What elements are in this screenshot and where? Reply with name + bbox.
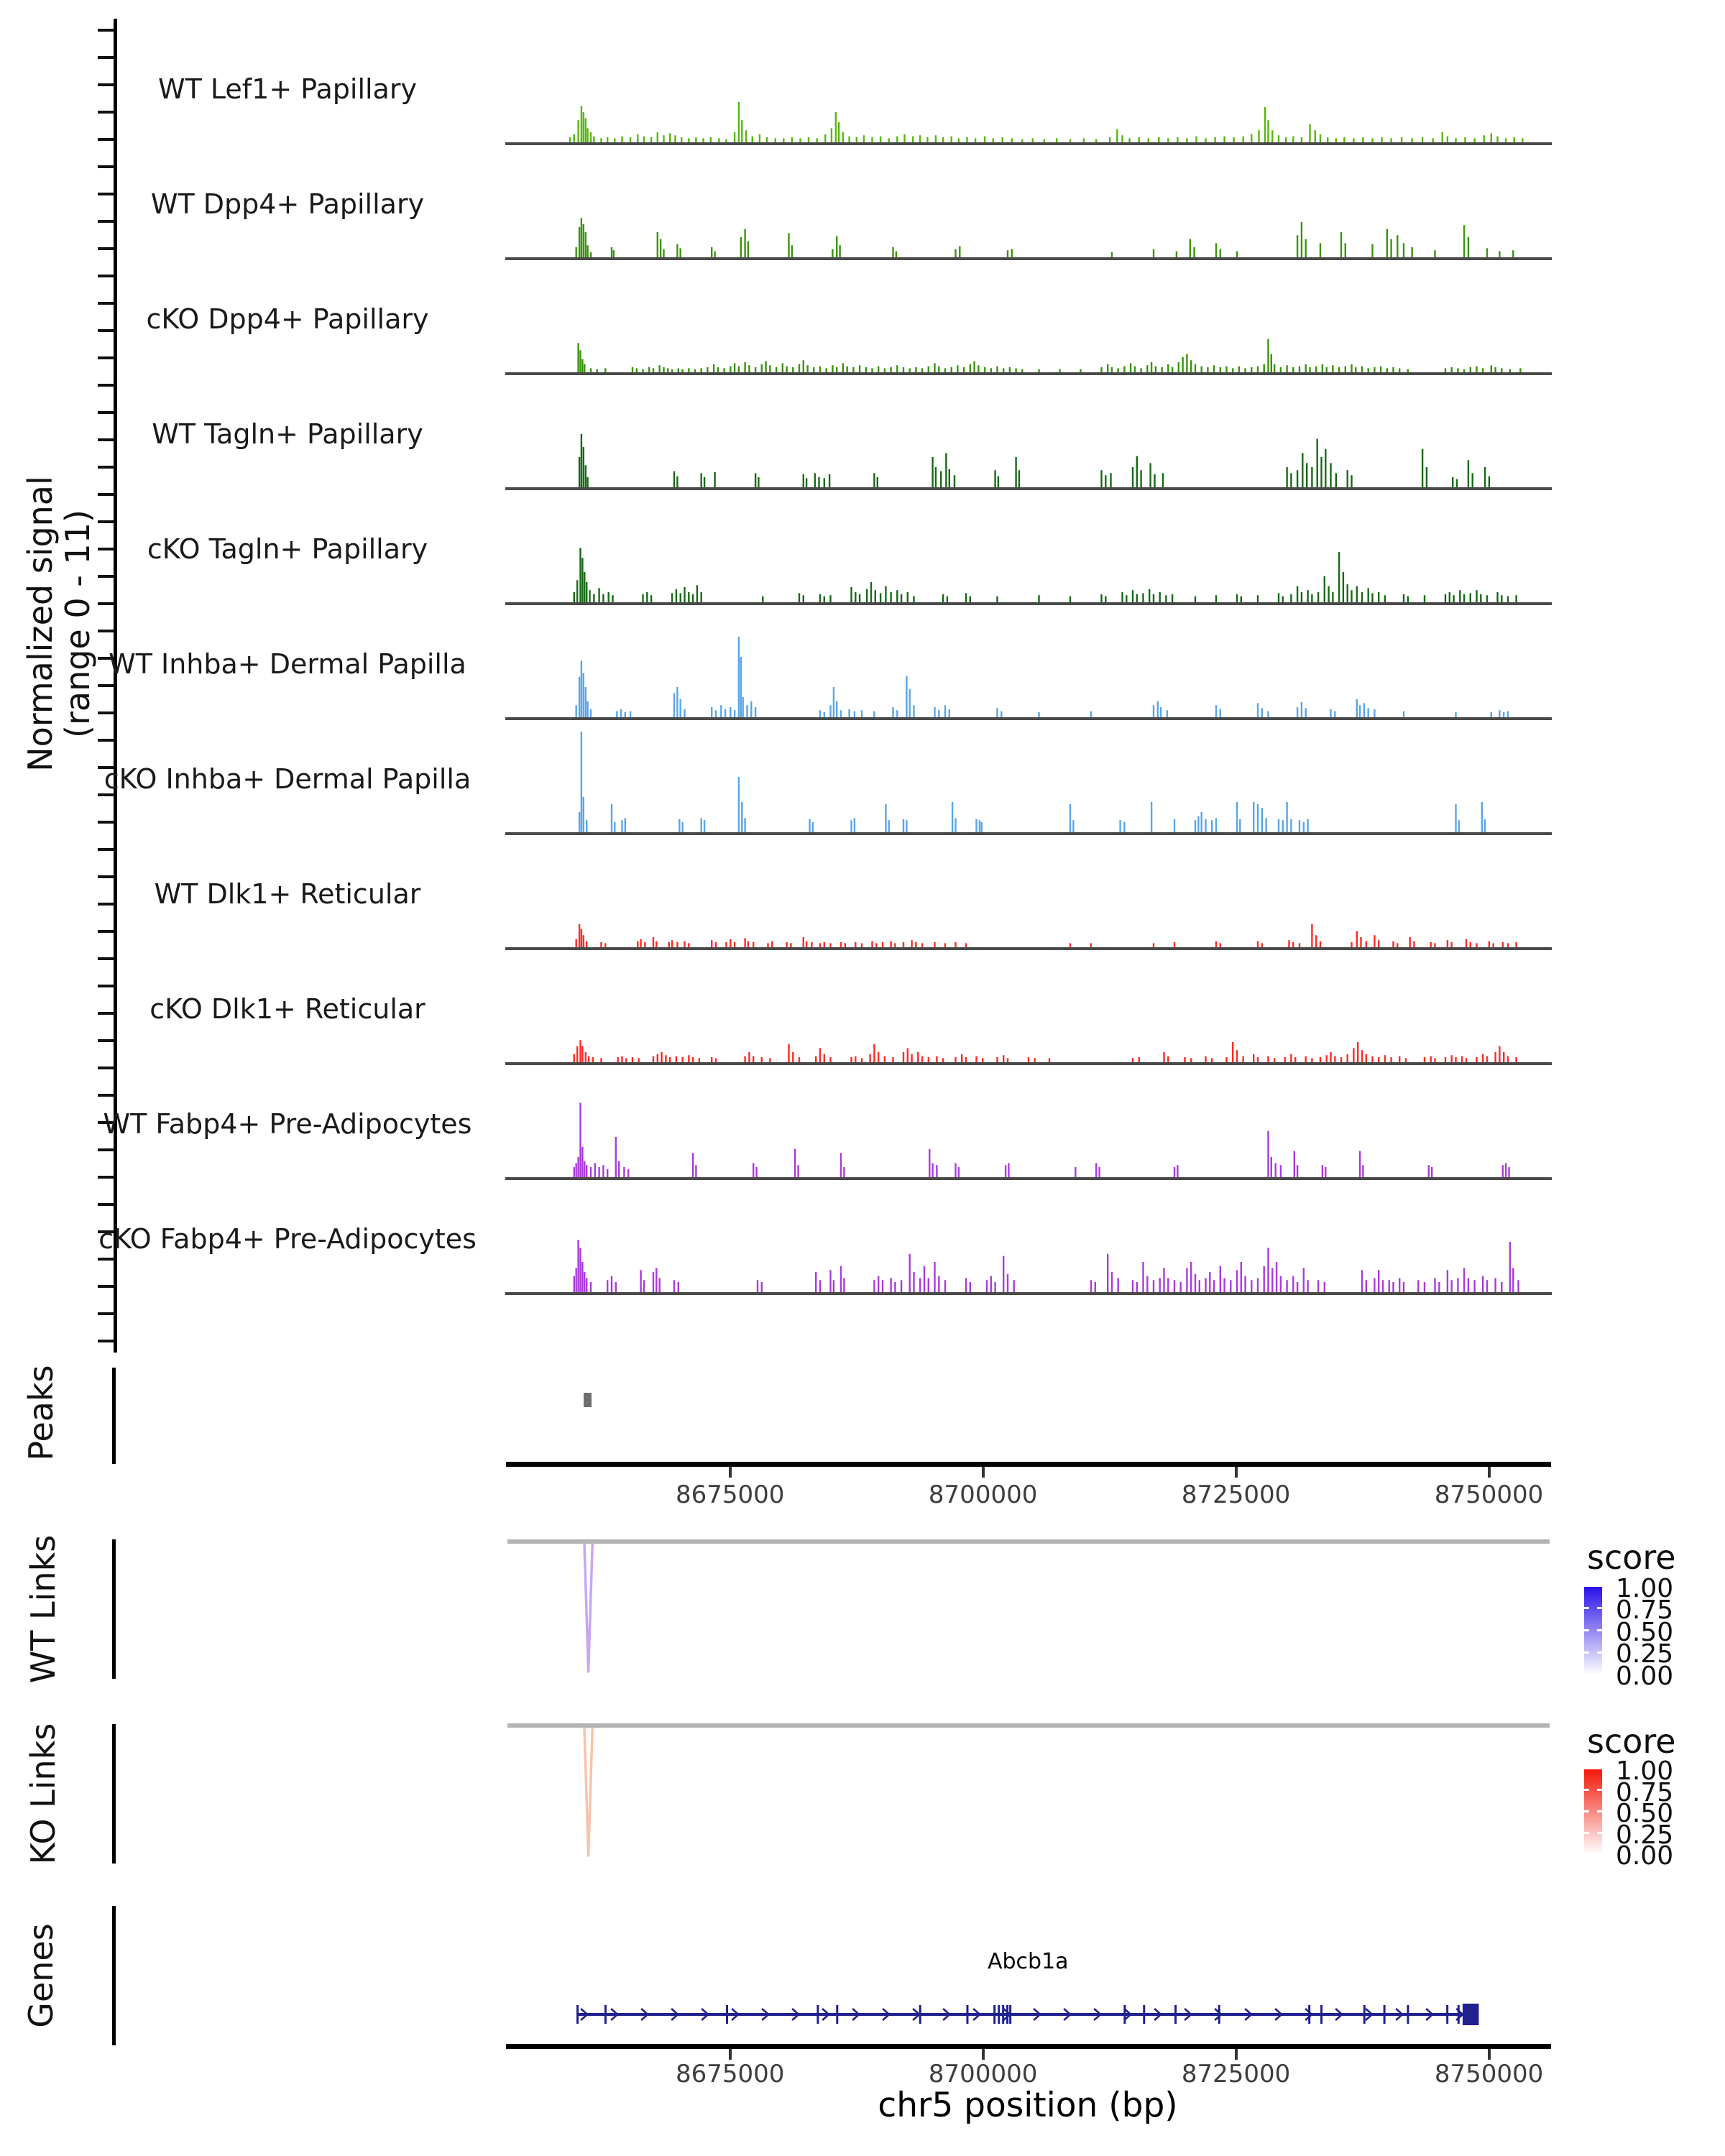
y-axis-tick	[98, 1258, 114, 1261]
wt-legend-value: 0.50	[1616, 1618, 1674, 1647]
y-axis-tick	[98, 985, 114, 987]
wt-legend-value: 0.25	[1616, 1639, 1674, 1669]
gene-name-label: Abcb1a	[987, 1949, 1069, 1974]
ko-legend-gradient-bar	[1584, 1769, 1602, 1854]
y-axis-tick	[98, 138, 114, 141]
track-label: WT Inhba+ Dermal Papilla	[109, 648, 466, 680]
y-axis-tick	[98, 848, 114, 851]
y-axis-tick	[98, 1067, 114, 1069]
genome-axis-tick-label: 8725000	[1181, 2060, 1291, 2088]
genes-bracket	[112, 1906, 116, 2045]
y-axis-tick	[98, 520, 114, 523]
peaks-bracket	[112, 1368, 116, 1464]
genome-axis-tick	[1488, 1467, 1491, 1478]
track-signal	[507, 42, 1550, 143]
genes-section-label: Genes	[22, 1923, 60, 2028]
genome-axis-tick	[982, 2049, 985, 2060]
track-baseline	[505, 487, 1552, 490]
track-baseline	[505, 1177, 1552, 1180]
track-label: WT Fabp4+ Pre-Adipocytes	[103, 1108, 472, 1140]
y-axis-tick	[98, 384, 114, 387]
genome-axis-tick	[1488, 2049, 1491, 2060]
ko-links-bracket	[112, 1724, 116, 1864]
y-axis-tick	[98, 165, 114, 168]
y-axis-tick	[98, 1285, 114, 1288]
ko-legend-value: 1.00	[1616, 1756, 1674, 1786]
gene-model	[507, 1998, 1550, 2034]
genome-axis-tick	[982, 1467, 985, 1478]
track-label: cKO Tagln+ Papillary	[147, 533, 428, 565]
y-axis-tick	[98, 711, 114, 714]
ko-legend-value: 0.75	[1616, 1778, 1674, 1807]
peak-box	[584, 1393, 592, 1407]
wt-links-legend	[1574, 1538, 1725, 1703]
genome-axis-tick-label: 8675000	[675, 2060, 785, 2088]
wt-legend-title: score	[1587, 1538, 1676, 1577]
y-axis-tick	[98, 575, 114, 578]
genome-axis-tick-label: 8750000	[1434, 1480, 1544, 1509]
track-signal	[507, 962, 1550, 1063]
y-axis-tick	[98, 220, 114, 223]
track-baseline	[505, 717, 1552, 720]
wt-links-bracket	[112, 1539, 116, 1679]
signal-y-axis-label-line1: Normalized signal	[21, 476, 60, 772]
genome-axis-tick-label: 8700000	[928, 2060, 1038, 2088]
track-label: cKO Dlk1+ Reticular	[150, 993, 426, 1025]
track-baseline	[505, 372, 1552, 375]
genome-axis-tick	[729, 2049, 732, 2060]
track-baseline	[505, 1062, 1552, 1065]
genome-axis-tick-label: 8750000	[1434, 2060, 1544, 2088]
ko-legend-value: 0.50	[1616, 1799, 1674, 1828]
track-signal	[507, 272, 1550, 373]
y-axis-tick	[98, 630, 114, 632]
track-signal	[507, 617, 1550, 718]
genome-axis-tick	[729, 1467, 732, 1478]
genome-axis-tick	[1235, 2049, 1238, 2060]
track-signal	[507, 157, 1550, 258]
track-baseline	[505, 947, 1552, 950]
ko-legend-title: score	[1587, 1722, 1676, 1761]
y-axis-tick	[98, 1039, 114, 1042]
y-axis-tick	[98, 1312, 114, 1315]
wt-legend-gradient-bar	[1584, 1587, 1602, 1674]
genome-axis-tick	[1235, 1467, 1238, 1478]
y-axis-tick	[98, 356, 114, 359]
ko-legend-value: 0.25	[1616, 1820, 1674, 1850]
track-label: WT Dlk1+ Reticular	[154, 878, 421, 910]
track-baseline	[505, 257, 1552, 260]
genome-axis-tick-label: 8725000	[1181, 1480, 1291, 1509]
peaks-section-label: Peaks	[22, 1365, 60, 1461]
y-axis-tick	[98, 247, 114, 250]
wt-links-arcs	[507, 1539, 1550, 1683]
track-baseline	[505, 832, 1552, 835]
track-baseline	[505, 1292, 1552, 1295]
ko-legend-value: 0.00	[1616, 1841, 1674, 1871]
y-axis-tick	[98, 1203, 114, 1206]
track-signal	[507, 387, 1550, 488]
y-axis-tick	[98, 275, 114, 277]
y-axis-tick	[98, 1094, 114, 1097]
track-label: WT Lef1+ Papillary	[158, 73, 417, 105]
track-label: WT Dpp4+ Papillary	[150, 188, 425, 220]
y-axis-tick	[98, 466, 114, 469]
genome-axis-tick-label: 8675000	[675, 1480, 785, 1509]
ko-links-arcs	[507, 1723, 1550, 1867]
y-axis-tick	[98, 602, 114, 605]
ko-links-section-label: KO Links	[24, 1723, 63, 1865]
genome-axis-tick-label: 8700000	[928, 1480, 1038, 1509]
y-axis-tick	[98, 493, 114, 496]
track-signal	[507, 502, 1550, 603]
y-axis-tick	[98, 1340, 114, 1342]
y-axis-tick	[98, 821, 114, 824]
x-axis-title: chr5 position (bp)	[878, 2086, 1178, 2125]
track-label: WT Tagln+ Papillary	[152, 418, 423, 450]
track-label: cKO Inhba+ Dermal Papilla	[104, 763, 472, 795]
wt-legend-value: 0.75	[1616, 1595, 1674, 1625]
y-axis-tick	[98, 684, 114, 687]
track-signal	[507, 847, 1550, 948]
ko-links-legend	[1574, 1722, 1725, 1887]
y-axis-tick	[98, 111, 114, 114]
track-label: cKO Fabp4+ Pre-Adipocytes	[98, 1223, 477, 1255]
y-axis-tick	[98, 1176, 114, 1179]
signal-y-axis-label	[22, 476, 96, 772]
track-baseline	[505, 142, 1552, 145]
y-axis-tick	[98, 411, 114, 414]
genome-axis-line	[506, 2044, 1551, 2049]
y-axis-tick	[98, 930, 114, 933]
genome-axis-line	[506, 1462, 1551, 1467]
wt-links-section-label: WT Links	[24, 1534, 63, 1684]
signal-y-axis-label-line2: (range 0 - 11)	[58, 510, 97, 738]
track-signal	[507, 732, 1550, 833]
y-axis-tick	[98, 29, 114, 32]
track-label: cKO Dpp4+ Papillary	[146, 303, 429, 335]
wt-legend-value: 1.00	[1616, 1574, 1674, 1603]
track-signal	[507, 1077, 1550, 1178]
y-axis-tick	[98, 739, 114, 742]
wt-legend-value: 0.00	[1616, 1662, 1674, 1691]
track-signal	[507, 1192, 1550, 1293]
y-axis-tick	[98, 56, 114, 59]
y-axis-tick	[98, 1148, 114, 1151]
y-axis-tick	[98, 957, 114, 960]
track-baseline	[505, 602, 1552, 605]
